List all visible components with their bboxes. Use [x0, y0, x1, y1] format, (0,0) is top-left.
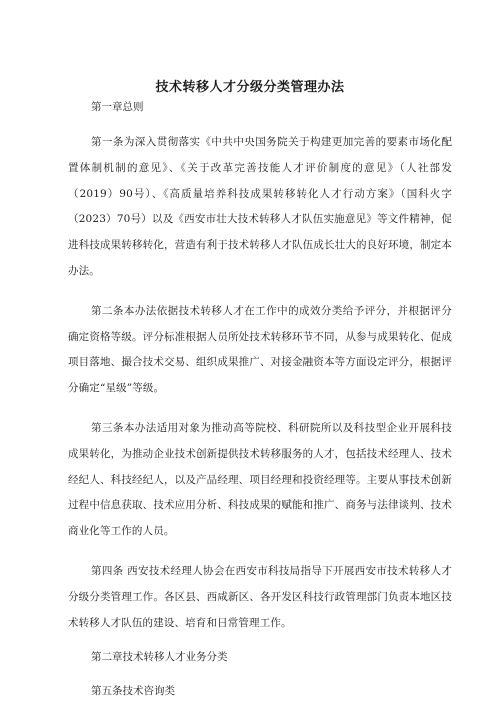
document-title: 技术转移人才分级分类管理办法 [155, 80, 345, 95]
article-paragraph: 第一条为深入贯彻落实《中共中央国务院关于构建更加完善的要素市场化配置体制机制的意见》、《关于改革完善技能人才评价制度的意见》（人社部发（2019）90号）、《高质量培养科技成果转移转化人才行动方案》（国科火字（2023）70号）以及《西安市壮大技术转移人才队伍实施意见》等文件精神，促进科技成果转移转化，营造有利于技术转移人才队伍成长壮大的良好环境，制定本办法。 [68, 136, 452, 277]
article-paragraph: 第二条本办法依据技术转移人才在工作中的成效分类给予评分，并根据评分确定资格等级。评分标准根据人员所处技术转移环节不同，从参与成果转化、促成项目落地、撮合技术交易、组织成果推广、对接金融资本等方面设定评分，根据评分确定“星级”等级。 [68, 304, 452, 395]
chapter-heading: 第一章总则 [91, 101, 144, 113]
article-paragraph: 第三条本办法适用对象为推动高等院校、科研院所以及科技型企业开展科技成果转化，为推动企业技术创新提供技术转移服务的人才，包括技术经理人、技术经纪人、科技经纪人，以及产品经理、项目经理和投资经理等。主要从事技术创新过程中信息获取、技术应用分析、科技成果的赋能和推广、商务与法律谈判、技术商业化等工作的人员。 [68, 421, 452, 538]
article-paragraph: 第四条 西安技术经理人协会在西安市科技局指导下开展西安市技术转移人才分级分类管理工作。各区县、西咸新区、各开发区科技行政管理部门负责本地区技术转移人才队伍的建设、培育和日常管理工作。 [68, 564, 452, 629]
article-heading: 第五条技术咨询类 [91, 685, 175, 698]
document-body [68, 92, 452, 702]
chapter-heading: 第二章技术转移人才业务分类 [91, 651, 228, 664]
